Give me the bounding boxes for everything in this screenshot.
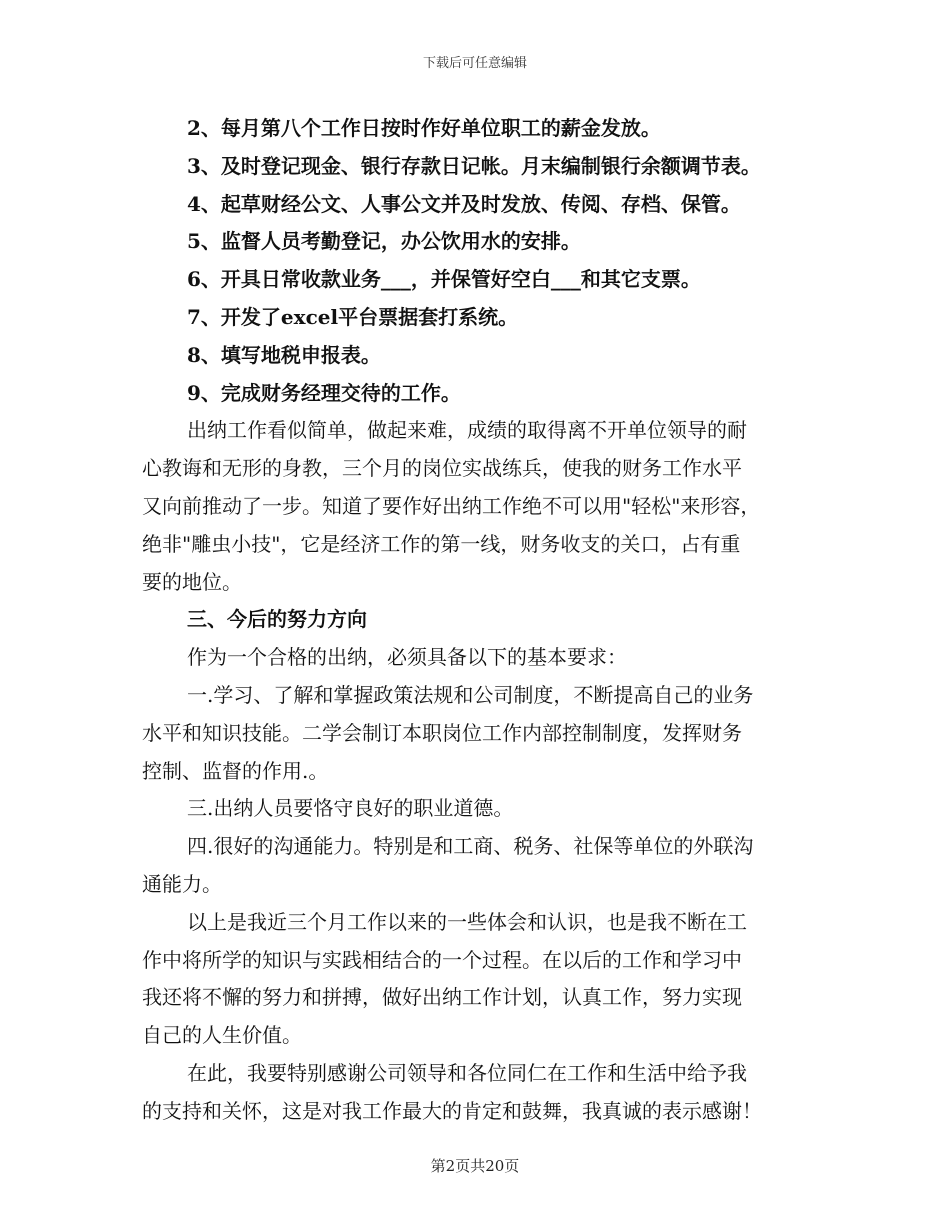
text-line: 要的地位。	[142, 569, 242, 594]
text-line: 控制、监督的作用.。	[142, 758, 329, 783]
text-line: 四.很好的沟通能力。特别是和工商、税务、社保等单位的外联沟	[187, 834, 754, 859]
text-line: 通能力。	[142, 871, 222, 896]
text-line: 三.出纳人员要恪守良好的职业道德。	[187, 796, 514, 821]
text-line: 又向前推动了一步。知道了要作好出纳工作绝不可以用"轻松"来形容，	[142, 493, 761, 518]
page-header: 下载后可任意编辑	[422, 56, 527, 71]
page-footer: 第2页共20页	[430, 1157, 520, 1175]
document-body	[142, 110, 808, 1131]
list-item: 8、填写地税申报表。	[187, 342, 381, 367]
list-item: 三、今后的努力方向	[187, 607, 367, 632]
list-item: 5、监督人员考勤登记，办公饮用水的安排。	[187, 229, 581, 254]
list-item: 4、起草财经公文、人事公文并及时发放、传阅、存档、保管。	[187, 191, 741, 216]
list-item: 6、开具日常收款业务___，并保管好空白___和其它支票。	[187, 267, 701, 292]
text-line: 以上是我近三个月工作以来的一些体会和认识，也是我不断在工	[187, 909, 747, 934]
list-item: 3、及时登记现金、银行存款日记帐。月末编制银行余额调节表。	[187, 153, 761, 178]
text-line: 水平和知识技能。二学会制订本职岗位工作内部控制制度，发挥财务	[142, 720, 742, 745]
list-item: 7、开发了excel平台票据套打系统。	[187, 304, 519, 329]
text-line: 作为一个合格的出纳，必须具备以下的基本要求：	[187, 645, 627, 670]
text-line: 作中将所学的知识与实践相结合的一个过程。在以后的工作和学习中	[142, 947, 742, 972]
text-line: 出纳工作看似简单，做起来难，成绩的取得离不开单位领导的耐	[187, 418, 747, 443]
text-line: 在此，我要特别感谢公司领导和各位同仁在工作和生活中给予我	[187, 1060, 747, 1085]
text-line: 我还将不懈的努力和拼搏，做好出纳工作计划，认真工作，努力实现	[142, 985, 742, 1010]
text-line: 的支持和关怀，这是对我工作最大的肯定和鼓舞，我真诚的表示感谢！	[142, 1098, 762, 1123]
text-line: 自己的人生价值。	[142, 1023, 302, 1048]
text-line: 一.学习、了解和掌握政策法规和公司制度，不断提高自己的业务	[187, 682, 754, 707]
text-line: 心教诲和无形的身教，三个月的岗位实战练兵，使我的财务工作水平	[142, 456, 742, 481]
text-line: 绝非"雕虫小技"，它是经济工作的第一线，财务收支的关口，占有重	[142, 531, 741, 556]
list-item: 2、每月第八个工作日按时作好单位职工的薪金发放。	[187, 116, 661, 140]
list-item: 9、完成财务经理交待的工作。	[187, 380, 461, 405]
